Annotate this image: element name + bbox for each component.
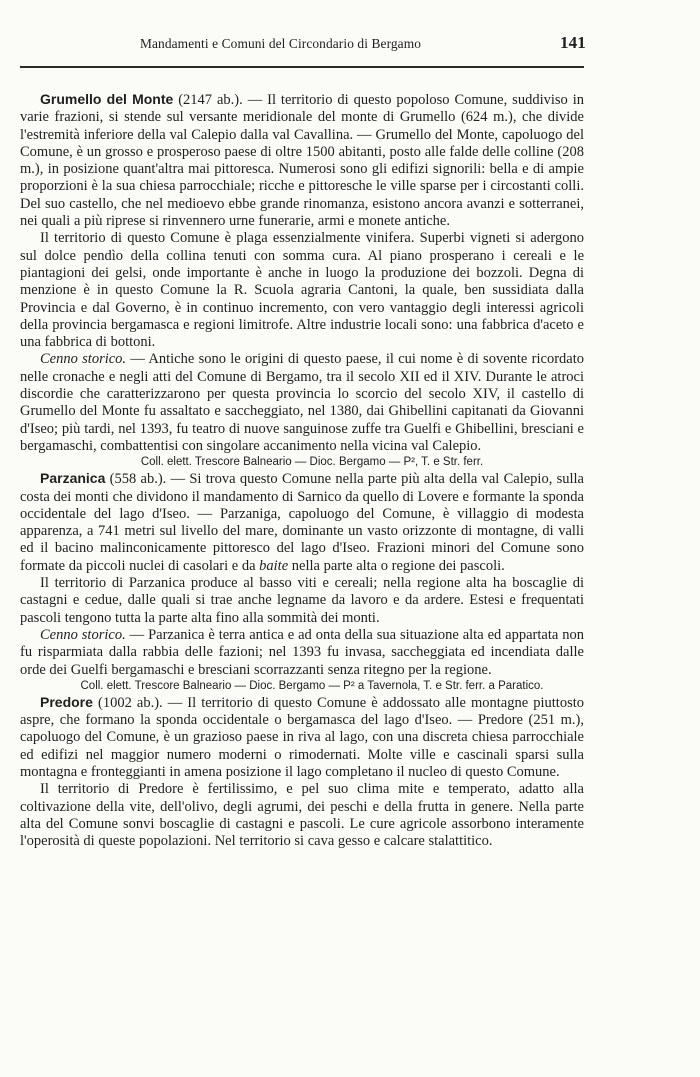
entry-parzanica-intro <box>20 470 584 575</box>
header-rule <box>20 66 584 68</box>
entry-grumello-history <box>20 351 584 455</box>
entry-predore-intro <box>20 694 584 781</box>
place-name-grumello: Grumello del Monte <box>40 91 174 107</box>
baite-term: baite <box>259 557 289 574</box>
parzanica-text-2: Il territorio di Parzanica produce al basso viti e cereali; nella regione alta ha boscaglie di castagni e cedue, dalle quali si trae anche legname da lavoro e da ardere. Estesi e frequentati pascoli tengono tutta la parte alta fino alla sommità dei monti. <box>20 575 584 626</box>
entry-grumello-intro <box>20 91 584 230</box>
parzanica-text-1-end: nella parte alta o regione dei pascoli. <box>288 557 505 574</box>
running-title: Mandamenti e Comuni del Circondario di Bergamo <box>140 36 422 51</box>
page-body <box>20 91 584 850</box>
place-name-parzanica: Parzanica <box>40 470 106 487</box>
parzanica-text-3: — Parzanica è terra antica e ad onta della sua situazione alta ed appartata non fu risparmiata dalla rabbia delle fazioni; nel 1393 fu invasa, saccheggiata ed incendiata dalle orde dei Guelfi bergamaschi e bresciani scorrazzanti senza ritegno per la regione. <box>20 626 584 678</box>
predore-text-1: (1002 ab.). — Il territorio di questo Comune è addossato alle montagne piuttosto aspre, che formano la sponda occidentale o bergamasca del lago d'Iseo. — Predore (251 m.), capoluogo del Comune, è un grazioso paese in riva al lago, con una discreta chiesa parrocchiale ed edifizi nel maggior numero moderni o rimodernati. Molte ville e cascinali sparsi sulla montagna e fronteggianti in amena posizione il lago completano il nucleo di questo Comune. <box>20 694 584 780</box>
entry-grumello-territory <box>20 230 584 351</box>
entry-parzanica-territory <box>20 575 584 627</box>
grumello-footer-note: Coll. elett. Trescore Balneario — Dioc. Bergamo — P², T. e Str. ferr. <box>140 456 484 469</box>
cenno-storico-label: Cenno storico. <box>40 626 126 643</box>
parzanica-footer-note: Coll. elett. Trescore Balneario — Dioc. Bergamo — P² a Tavernola, T. e Str. ferr. a Paratico. <box>80 679 544 692</box>
grumello-text-3: — Antiche sono le origini di questo paese, il cui nome è di sovente ricordato nelle cronache e negli atti del Comune di Bergamo, tra il secolo XII ed il XIV. Durante le atroci discordie che caratterizzarono per questa provincia lo scorcio del secolo XIV, il castello di Grumello del Monte fu assaltato e saccheggiato, nel 1380, dai Ghibellini capitanati da Giovanni d'Iseo; più tardi, nel 1393, fu teatro di nuove sanguinose zuffe tra Guelfi e Ghibellini, bresciani e bergamaschi, combattentisi con singolare accanimento nella vicina val Calepio. <box>20 351 584 454</box>
parzanica-text-1: (558 ab.). — Si trova questo Comune nella parte più alta della val Calepio, sulla costa dei monti che dividono il mandamento di Sarnico da quello di Lovere e formante la sponda occidentale del lago d'Iseo. — Parzaniga, capoluogo del Comune, è villaggio di modesta apparenza, a 741 metri sul livello del mare, dominante un vasto orizzonte di montagne, di valli ed il bacino malinconicamente pittoresco del lago d'Iseo. Frazioni minori del Comune sono formate da piccoli nuclei di casolari e da <box>20 471 584 574</box>
grumello-text-2: Il territorio di questo Comune è plaga essenzialmente vinifera. Superbi vigneti si adergono sul dolce pendìo della collina tenuti con somma cura. Al piano prosperano i cereali e le piantagioni dei gelsi, onde importante è anche in luogo la produzione dei bozzoli. Degna di menzione è in questo Comune la R. Scuola agraria Cantoni, la quale, ben sussidiata dalla Provincia e dal Governo, è in continuo incremento, con vero vantaggio degli interessi agricoli della provincia bergamasca e regioni limitrofe. Altre industrie locali sono: una fabbrica d'aceto e una fabbrica di bottoni. <box>20 230 584 351</box>
entry-parzanica-history <box>20 627 584 679</box>
page-number: 141 <box>560 33 586 52</box>
cenno-storico-label: Cenno storico. <box>40 351 127 368</box>
entry-predore-territory <box>20 781 584 850</box>
grumello-text-1: (2147 ab.). — Il territorio di questo popoloso Comune, suddiviso in varie frazioni, si stende sul versante meridionale del monte di Grumello (624 m.), che divide l'estremità inferiore della val Calepio dalla val Cavallina. — Grumello del Monte, capoluogo del Comune, è un grosso e prosperoso paese di oltre 1500 abitanti, posto alle falde delle colline (208 m.), in posizione quant'altra mai pittoresca. Numerosi sono gli edifizi signorili: bella e di ampie proporzioni è la sua chiesa parrocchiale; ricche e pittoresche le ville sparse per i circostanti colli. Del suo castello, che nel medioevo ebbe grande rinomanza, esistono ancora avanzi e sotterranei, nei quali a più riprese si rinvennero urne funerarie, armi e monete antiche. <box>20 92 584 230</box>
place-name-predore: Predore <box>40 693 93 710</box>
predore-text-2: Il territorio di Predore è fertilissimo, e pel suo clima mite e temperato, adatto alla coltivazione della vite, dell'olivo, degli agrumi, dei peschi e della frutta in genere. Nella parte alta del Comune sonvi boscaglie di castagni e pascoli. Le cure agricole assorbono interamente l'operosità di queste popolazioni. Nel territorio si cava gesso e calcare stalattitico. <box>20 781 584 850</box>
